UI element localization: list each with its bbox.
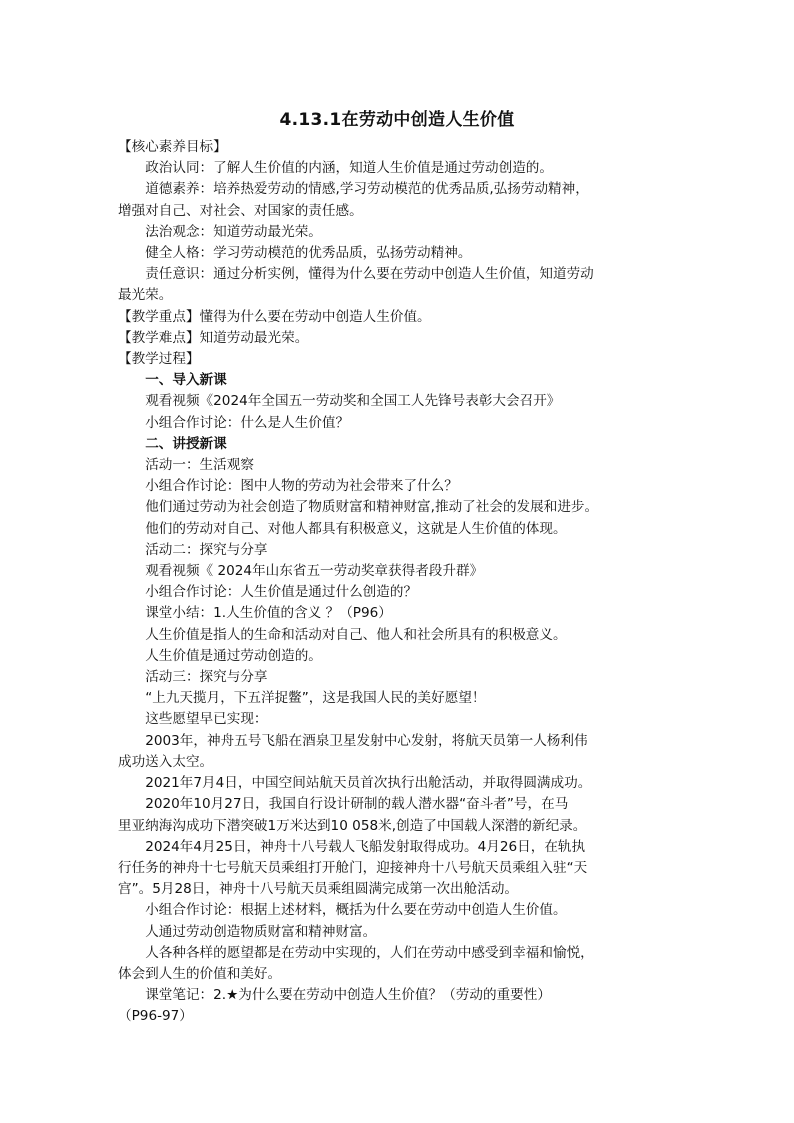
- text-line: 小组合作讨论：人生价值是通过什么创造的？: [145, 584, 418, 601]
- text-line: 课堂小结：1.人生价值的含义 ？（P96）: [145, 605, 392, 622]
- text-line: （P96-97）: [118, 1008, 193, 1025]
- text-line: 活动二：探究与分享: [145, 541, 268, 558]
- text-line: 2024年4月25日，神舟十八号载人飞船发射取得成功。4月26日，在轨执: [145, 838, 586, 855]
- text-line: “上九天揽月，下五洋捉鳖”，这是我国人民的美好愿望！: [145, 690, 486, 707]
- text-line: 小组合作讨论：什么是人生价值？: [145, 414, 350, 431]
- text-line: 行任务的神舟十七号航天员乘组打开舱门，迎接神舟十八号航天员乘组入驻“天: [118, 859, 588, 876]
- text-line: 增强对自己、对社会、对国家的责任感。: [118, 202, 363, 219]
- text-line: 他们的劳动对自己、对他人都具有积极意义，这就是人生价值的体现。: [145, 520, 567, 537]
- text-line: 【教学过程】: [118, 351, 200, 368]
- text-line: 体会到人生的价值和美好。: [118, 965, 282, 982]
- text-line: 2020年10月27日，我国自行设计研制的载人潜水器“奋斗者”号，在马: [145, 796, 569, 813]
- text-line: 健全人格：学习劳动模范的优秀品质，弘扬劳动精神。: [145, 245, 472, 262]
- text-line: 人各种各样的愿望都是在劳动中实现的，人们在劳动中感受到幸福和愉悦，: [145, 944, 594, 961]
- text-line: 人生价值是通过劳动创造的。: [145, 647, 322, 664]
- text-line: 小组合作讨论：图中人物的劳动为社会带来了什么？: [145, 478, 458, 495]
- text-line: 小组合作讨论：根据上述材料，概括为什么要在劳动中创造人生价值。: [145, 902, 567, 919]
- text-line: 最光荣。: [118, 287, 173, 304]
- text-line: 法治观念：知道劳动最光荣。: [145, 223, 322, 240]
- text-line: 人生价值是指人的生命和活动对自己、他人和社会所具有的积极意义。: [145, 626, 567, 643]
- text-line: 政治认同：了解人生价值的内涵，知道人生价值是通过劳动创造的。: [145, 160, 553, 177]
- text-line: 责任意识：通过分析实例，懂得为什么要在劳动中创造人生价值，知道劳动: [145, 266, 594, 283]
- text-line: 活动三：探究与分享: [145, 669, 268, 686]
- text-line: 【教学难点】知道劳动最光荣。: [118, 329, 309, 346]
- text-line: 2003年，神舟五号飞船在酒泉卫星发射中心发射，将航天员第一人杨利伟: [145, 732, 588, 749]
- text-line: 二、讲授新课: [145, 435, 227, 452]
- text-line: 【核心素养目标】: [118, 139, 227, 155]
- text-line: 成功送入太空。: [118, 753, 214, 770]
- text-line: 里亚纳海沟成功下潜突破1万米达到10 058米,创造了中国载人深潜的新纪录。: [118, 817, 587, 834]
- text-line: 人通过劳动创造物质财富和精神财富。: [145, 923, 377, 940]
- text-line: 【教学重点】懂得为什么要在劳动中创造人生价值。: [118, 308, 431, 325]
- text-line: 一、导入新课: [145, 372, 227, 389]
- text-line: 活动一：生活观察: [145, 457, 254, 474]
- text-line: 课堂笔记：2.★为什么要在劳动中创造人生价值？（劳动的重要性）: [145, 987, 551, 1004]
- document-body: [118, 137, 678, 1028]
- text-line: 观看视频《2024年全国五一劳动奖和全国工人先锋号表彰大会召开》: [145, 393, 561, 410]
- text-line: 观看视频《 2024年山东省五一劳动奖章获得者段升群》: [145, 563, 484, 580]
- page-title: 4.13.1在劳动中创造人生价值: [279, 110, 515, 130]
- text-line: 道德素养：培养热爱劳动的情感,学习劳动模范的优秀品质,弘扬劳动精神，: [145, 181, 589, 198]
- text-line: 2021年7月4日，中国空间站航天员首次执行出舱活动，并取得圆满成功。: [145, 775, 592, 792]
- text-line: 这些愿望早已实现：: [145, 711, 268, 728]
- text-line: 他们通过劳动为社会创造了物质财富和精神财富,推动了社会的发展和进步。: [145, 499, 599, 516]
- text-line: 宫”。5月28日，神舟十八号航天员乘组圆满完成第一次出舱活动。: [118, 881, 519, 898]
